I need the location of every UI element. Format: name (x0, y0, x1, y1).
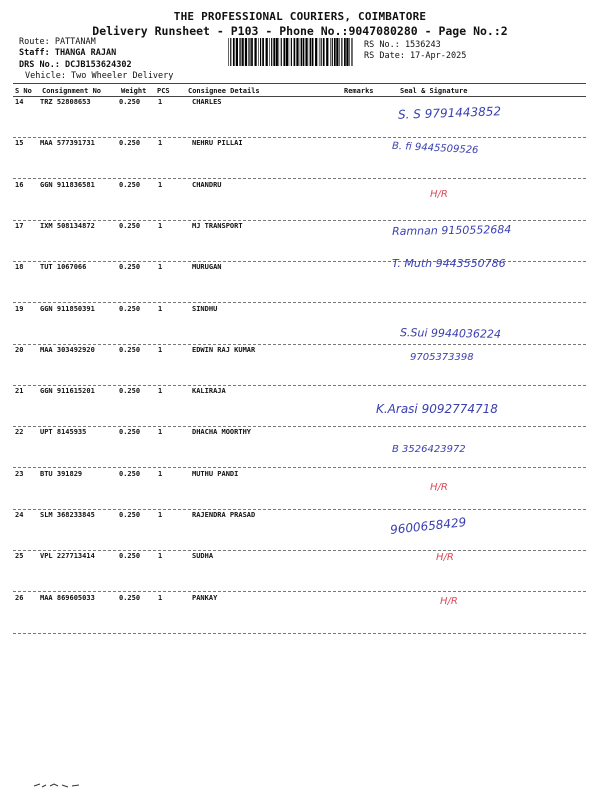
cell-sno: 18 (15, 263, 24, 272)
cell-weight: 0.250 (119, 221, 141, 230)
cell-sno: 25 (15, 552, 24, 561)
signature: T. Muth 9443550786 (392, 257, 506, 271)
col-header-consignment: Consignment No (42, 87, 102, 95)
row-divider (13, 550, 586, 551)
cell-sno: 19 (15, 304, 24, 313)
row-divider (13, 344, 586, 345)
header-bottom-rule (13, 96, 586, 97)
signature: 9705373398 (410, 351, 474, 363)
cell-weight: 0.250 (119, 511, 141, 519)
row-divider (13, 385, 586, 386)
cell-consignment: IXM 508134872 (40, 221, 95, 230)
cell-sno: 17 (15, 221, 24, 230)
cell-pcs: 1 (158, 387, 163, 396)
cell-consignee: DHACHA MOORTHY (192, 428, 252, 437)
cell-pcs: 1 (158, 469, 163, 478)
col-header-weight: Weight (121, 87, 147, 95)
rs-date: RS Date: 17-Apr-2025 (364, 51, 467, 61)
cell-sno: 22 (15, 428, 24, 437)
cell-consignee: MURUGAN (192, 263, 222, 272)
cell-consignment: GGN 911850391 (40, 304, 95, 313)
signature: B. fi 9445509526 (391, 141, 479, 157)
signature: S. S 9791443852 (397, 104, 502, 122)
col-header-remarks: Remarks (344, 87, 374, 95)
cell-pcs: 1 (158, 263, 163, 272)
col-header-seal: Seal & Signature (400, 87, 468, 95)
cell-consignment: UPT 8145935 (40, 428, 87, 437)
signature: S.Sui 9944036224 (399, 325, 502, 341)
cell-consignee: KALIRAJA (192, 387, 226, 396)
cell-weight: 0.250 (119, 180, 141, 189)
cell-consignment: GGN 911836581 (40, 180, 95, 189)
row-divider (13, 302, 586, 303)
signature: B 3526423972 (392, 444, 466, 456)
cell-consignment: MAA 577391731 (40, 139, 95, 148)
cell-consignee: RAJENDRA PRASAD (192, 511, 256, 519)
table-top-rule (13, 83, 586, 84)
runsheet-subtitle: Delivery Runsheet - P103 - Phone No.:9047080280 - Page No.:2 (92, 24, 508, 38)
cell-weight: 0.250 (119, 98, 141, 106)
row-divider (13, 426, 586, 427)
cell-pcs: 1 (158, 221, 163, 230)
cell-consignee: MUTHU PANDI (192, 469, 239, 478)
cell-pcs: 1 (158, 511, 163, 519)
cell-consignee: SUDHA (192, 552, 214, 561)
signature: H/R (430, 481, 448, 493)
signature: H/R (440, 595, 458, 607)
signature: 9600658429 (389, 515, 467, 537)
cell-pcs: 1 (158, 593, 163, 602)
cell-pcs: 1 (158, 552, 163, 561)
signature: K.Arasi 9092774718 (376, 402, 498, 417)
cell-pcs: 1 (158, 304, 163, 313)
rs-number: RS No.: 1536243 (364, 40, 441, 50)
col-header-consignee: Consignee Details (188, 87, 260, 95)
cell-weight: 0.250 (119, 387, 141, 396)
barcode (228, 38, 354, 66)
cell-weight: 0.250 (119, 263, 141, 272)
cell-consignee: MJ TRANSPORT (192, 221, 243, 230)
cell-pcs: 1 (158, 98, 163, 106)
cell-consignee: CHARLES (192, 98, 222, 106)
company-title: THE PROFESSIONAL COURIERS, COIMBATORE (173, 10, 427, 23)
cell-consignment: GGN 911615201 (40, 387, 95, 396)
cell-weight: 0.250 (119, 345, 141, 354)
cell-sno: 21 (15, 387, 24, 396)
cell-sno: 15 (15, 139, 24, 148)
cell-pcs: 1 (158, 139, 163, 148)
scan-mark (32, 776, 82, 790)
col-header-pcs: PCS (157, 87, 170, 95)
cell-consignment: TRZ 52808653 (40, 98, 91, 106)
route-label: Route: PATTANAM (19, 37, 96, 47)
signature: H/R (430, 188, 448, 200)
cell-pcs: 1 (158, 428, 163, 437)
cell-consignee: EDWIN RAJ KUMAR (192, 345, 256, 354)
cell-weight: 0.250 (119, 139, 141, 148)
cell-weight: 0.250 (119, 469, 141, 478)
signature: H/R (436, 552, 454, 564)
row-divider (13, 591, 586, 592)
cell-consignment: SLM 368233845 (40, 511, 95, 519)
cell-consignment: VPL 227713414 (40, 552, 95, 561)
row-divider (13, 509, 586, 510)
row-divider (13, 467, 586, 468)
drs-label: DRS No.: DCJB153624302 (19, 60, 132, 70)
cell-weight: 0.250 (119, 304, 141, 313)
signature: Ramnan 9150552684 (391, 222, 512, 238)
cell-pcs: 1 (158, 180, 163, 189)
cell-sno: 20 (15, 345, 24, 354)
cell-weight: 0.250 (119, 593, 141, 602)
cell-consignment: BTU 391829 (40, 469, 83, 478)
cell-sno: 26 (15, 593, 24, 602)
cell-consignee: SINDHU (192, 304, 218, 313)
row-divider (13, 633, 586, 634)
cell-sno: 16 (15, 180, 24, 189)
cell-consignee: NEHRU PILLAI (192, 139, 243, 148)
col-header-sno: S No (15, 87, 32, 95)
cell-consignee: PANKAY (192, 593, 218, 602)
row-divider (13, 220, 586, 221)
cell-sno: 24 (15, 511, 24, 519)
cell-sno: 14 (15, 98, 24, 106)
cell-weight: 0.250 (119, 428, 141, 437)
cell-consignment: MAA 303492920 (40, 345, 95, 354)
cell-sno: 23 (15, 469, 24, 478)
cell-weight: 0.250 (119, 552, 141, 561)
row-divider (13, 137, 586, 138)
cell-pcs: 1 (158, 345, 163, 354)
cell-consignee: CHANDRU (192, 180, 222, 189)
cell-consignment: MAA 869605033 (40, 593, 95, 602)
staff-label: Staff: THANGA RAJAN (19, 48, 117, 58)
row-divider (13, 178, 586, 179)
cell-consignment: TUT 1067066 (40, 263, 87, 272)
vehicle-label: Vehicle: Two Wheeler Delivery (25, 71, 174, 81)
